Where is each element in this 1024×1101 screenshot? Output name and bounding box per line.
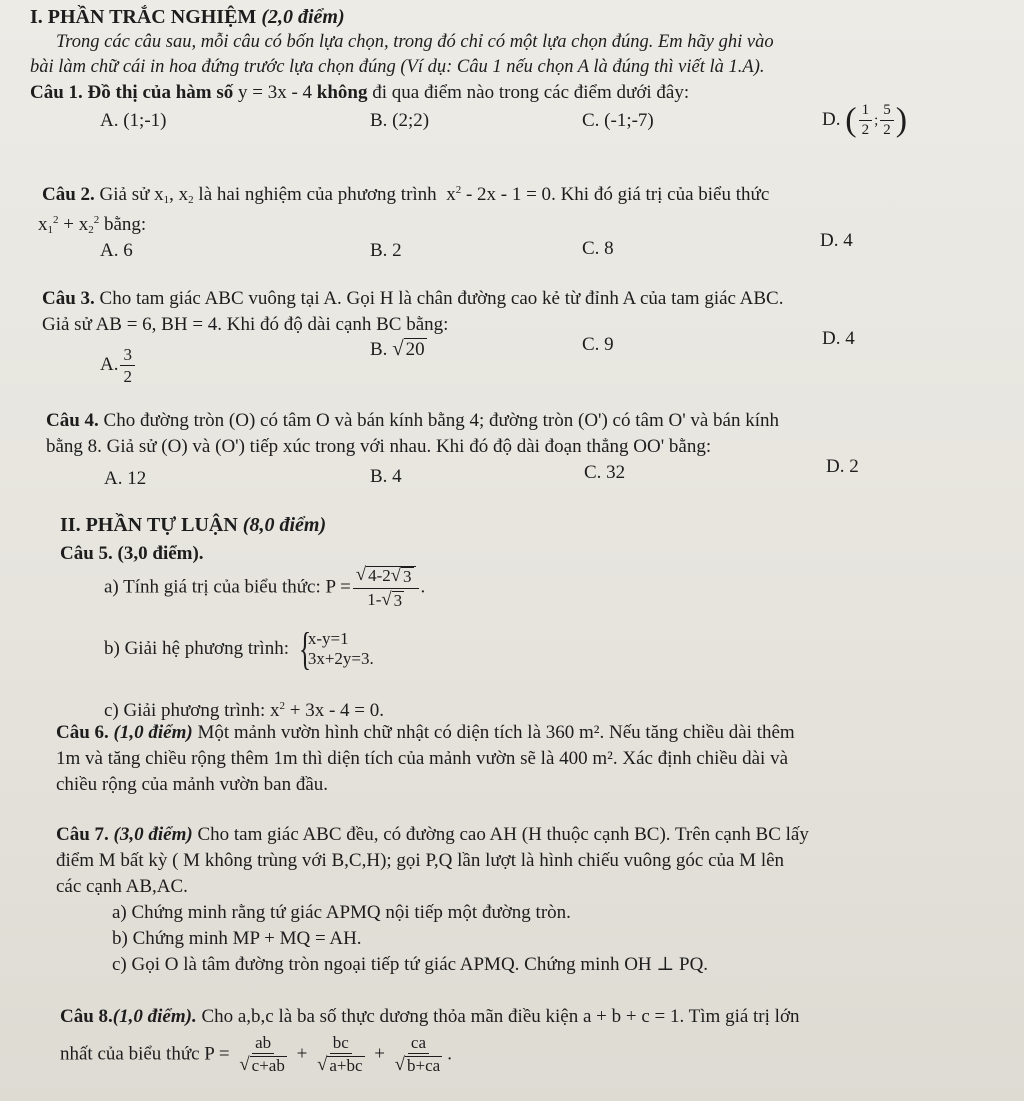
q5a-fraction (353, 566, 419, 609)
q4-option-b: B. 4 (370, 466, 402, 487)
left-paren: ( (845, 101, 857, 139)
q8-line1-text: Cho a,b,c là ba số thực dương thỏa mãn điều kiện a + b + c = 1. Tìm giá trị lớn (201, 1006, 800, 1027)
q2-text-c: . Khi đó giá trị của biểu thức (551, 184, 770, 205)
q8-line2-text: nhất của biểu thức P = (60, 1043, 230, 1065)
q3-option-d: D. 4 (822, 328, 855, 349)
q2-option-c: C. 8 (582, 238, 614, 259)
q5-points: (3,0 điểm). (117, 543, 204, 564)
q5a-numerator: √ 4-2 √ 3 (353, 566, 419, 589)
q5c-text: c) Giải phương trình: (104, 700, 266, 721)
q7-part-a: a) Chứng minh rằng tứ giác APMQ nội tiếp một đường tròn. (112, 902, 571, 923)
system-brace: { (298, 623, 311, 674)
q6-points: (1,0 điểm) (113, 722, 193, 743)
q1-d-frac2: $\frac{5}{2}$ (880, 103, 894, 138)
q3-label: Câu 3. (42, 288, 95, 309)
q3-option-c: C. 9 (582, 334, 614, 355)
q2-option-b: B. 2 (370, 240, 402, 261)
q1-option-d-label: D. (822, 108, 841, 130)
q1-d-sep: ; (874, 112, 879, 129)
part1-instr-line1: Trong các câu sau, mỗi câu có bốn lựa chọn, trong đó chỉ có một lựa chọn đúng. Em hãy ghi vào (56, 32, 774, 52)
part1-instr-line2: bài làm chữ cái in hoa đứng trước lựa chọn đúng (Ví dụ: Câu 1 nếu chọn A là đúng thì viết là 1.A). (30, 57, 765, 77)
q2-sum-squares: $x_1^2 + x_2^2$ (38, 214, 100, 236)
q6-line1-text: Một mảnh vườn hình chữ nhật có diện tích là 360 m². Nếu tăng chiều dài thêm (197, 722, 795, 743)
q1-stem (30, 82, 689, 104)
part2-heading (60, 514, 326, 537)
q4-line2: bằng 8. Giả sử (O) và (O') tiếp xúc trong với nhau. Khi đó độ dài đoạn thẳng OO' bằng: (46, 436, 712, 457)
q7-line1-text: Cho tam giác ABC đều, có đường cao AH (H thuộc cạnh BC). Trên cạnh BC lấy (197, 824, 809, 845)
q5-part-b (104, 623, 374, 674)
q1-option-c: C. (-1;-7) (582, 110, 654, 131)
q8-line1 (60, 1006, 800, 1028)
part1-points: (2,0 điểm) (261, 6, 345, 28)
q1-text-c: đi qua điểm nào trong các điểm dưới đây: (372, 82, 690, 103)
q8-label: Câu 8. (60, 1006, 113, 1027)
q1-option-b: B. (2;2) (370, 110, 430, 131)
q3-b-sqrt: √ 20 (392, 336, 425, 360)
q7-line1 (56, 824, 809, 846)
q4-option-c: C. 32 (584, 462, 626, 483)
q1-d-frac1: $\frac{1}{2}$ (859, 103, 873, 138)
q4-line1-text: Cho đường tròn (O) có tâm O và bán kính bằng 4; đường tròn (O') có tâm O' và bán kính (103, 410, 780, 431)
q5-heading (60, 543, 204, 565)
q2-text-a: Giả sử (99, 184, 150, 205)
q2-expression (38, 214, 146, 236)
q5a-text: a) Tính giá trị của biểu thức: (104, 576, 321, 598)
q2-equation: $x^2 - 2x - 1 = 0$ (441, 184, 552, 205)
q2-option-d: D. 4 (820, 230, 853, 251)
q6-line2: 1m và tăng chiều rộng thêm 1m thì diện tích của mảnh vườn sẽ là 400 m². Xác định chiều dài và (56, 748, 789, 769)
q5a-denominator: 1- √ 3 (367, 588, 403, 610)
q7-part-c: c) Gọi O là tâm đường tròn ngoại tiếp tứ giác APMQ. Chứng minh OH ⊥ PQ. (112, 954, 709, 975)
q3-a-frac: $\frac{3}{2}$ (120, 346, 135, 385)
right-paren: ) (895, 101, 908, 139)
q5b-text: b) Giải hệ phương trình: (104, 638, 289, 659)
q2-label: Câu 2. (42, 184, 95, 205)
q5c-equation: $x^2 + 3x - 4 = 0$. (269, 700, 384, 721)
q4-label: Câu 4. (46, 410, 99, 431)
q7-line3: các cạnh AB,AC. (56, 876, 188, 897)
q4-option-d: D. 2 (826, 456, 859, 477)
q7-points: (3,0 điểm) (113, 824, 193, 845)
q5-part-a: a) Tính giá trị của biểu thức: P = √ 4-2 √ 3 1- √ 3 . (104, 564, 426, 610)
q7-part-b: b) Chứng minh MP + MQ = AH. (112, 928, 362, 949)
q6-line1 (56, 722, 795, 744)
q3-option-a: A. $\frac{3}{2}$ (100, 346, 137, 385)
q4-line1 (46, 410, 779, 432)
q5-part-c (104, 700, 384, 722)
q8-frac3: ca √ b+ca (394, 1033, 441, 1075)
q5-label: Câu 5. (60, 543, 113, 564)
q3-line2: Giả sử AB = 6, BH = 4. Khi đó độ dài cạnh BC bằng: (42, 314, 449, 335)
q6-label: Câu 6. (56, 722, 109, 743)
part2-points: (8,0 điểm) (242, 514, 327, 536)
q5a-p: P = (325, 576, 351, 598)
part2-title: II. PHẦN TỰ LUẬN (60, 514, 238, 536)
q2-text-b: là hai nghiệm của phương trình (198, 184, 437, 205)
q8-frac1: ab √ c+ab (239, 1033, 285, 1075)
q7-line2: điểm M bất kỳ ( M không trùng với B,C,H); gọi P,Q lần lượt là hình chiếu vuông góc của M lên (56, 850, 785, 871)
q2-roots: $x_1$, $x_2$ (154, 184, 194, 206)
q6-line3: chiều rộng của mảnh vườn ban đầu. (56, 774, 329, 795)
q8-frac2: bc √ a+bc (317, 1033, 363, 1075)
q8-line2: nhất của biểu thức P = ab √ c+ab + bc √ a+bc + ca √ b+ca . (60, 1033, 452, 1075)
q2-stem (42, 184, 769, 206)
q2-option-a: A. 6 (100, 240, 133, 261)
q1-option-d (822, 103, 907, 138)
q1-function: y = 3x - 4 (237, 82, 313, 103)
q1-option-a: A. (1;-1) (100, 110, 167, 131)
q1-negation: không (316, 82, 368, 103)
q2-text-d: bằng: (103, 214, 147, 235)
q3-line1 (42, 288, 783, 310)
q1-text-a: Đồ thị của hàm số (87, 82, 234, 103)
q3-option-b: B. √ 20 (370, 336, 425, 360)
part1-title: I. PHẦN TRẮC NGHIỆM (30, 6, 257, 28)
q8-points: (1,0 điểm). (112, 1006, 197, 1027)
q7-label: Câu 7. (56, 824, 109, 845)
q5b-system: x-y=1 3x+2y=3. (307, 629, 374, 668)
q3-line1-text: Cho tam giác ABC vuông tại A. Gọi H là chân đường cao kẻ từ đỉnh A của tam giác ABC. (99, 288, 784, 309)
q4-option-a: A. 12 (104, 468, 147, 489)
q1-label: Câu 1. (30, 82, 83, 103)
part1-heading (30, 6, 345, 29)
